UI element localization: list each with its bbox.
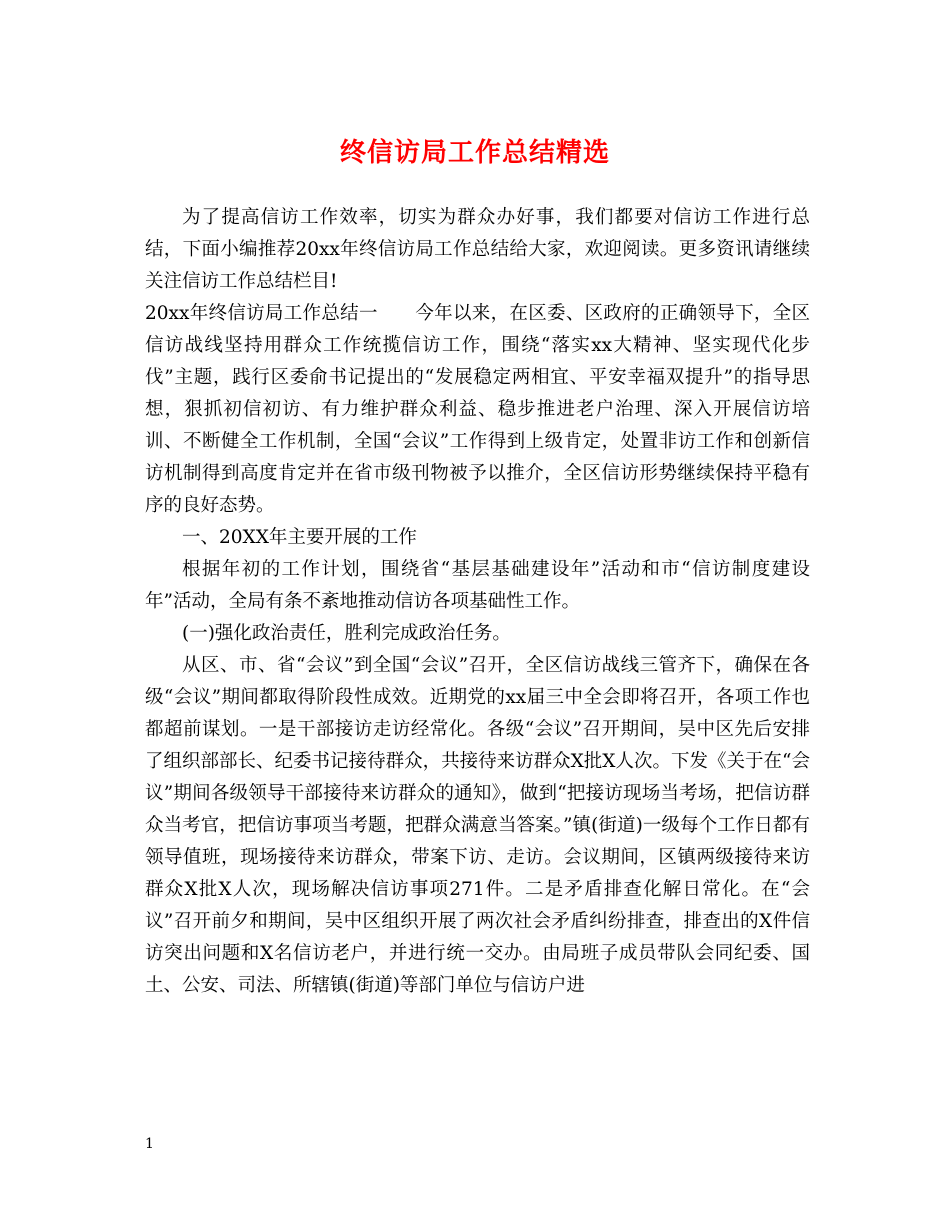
section-heading: 一、20XX年主要开展的工作 bbox=[182, 527, 417, 548]
body-paragraph: 从区、市、省“会议”到全国“会议”召开，全区信访战线三管齐下，确保在各级“会议”期间都取得阶段性成效。近期党的xx届三中全会即将召开，各项工作也都超前谋划。一是干部接访走访经常化。各级“会议”召开期间，吴中区先后安排了组织部部长、纪委书记接待群众，共接待来访群众X批X人次。下发《关于在“会议”期间各级领导干部接待来访群众的通知》，做到“把接访现场当考场，把信访群众当考官，把信访事项当考题，把群众满意当答案。”镇(街道)一级每个工作日都有领导值班，现场接待来访群众，带案下访、走访。会议期间，区镇两级接待来访群众X批X人次，现场解决信访事项271件。二是矛盾排查化解日常化。在“会议”召开前夕和期间，吴中区组织开展了两次社会矛盾纠纷排查，排查出的X件信访突出问题和X名信访老户，并进行统一交办。由局班子成员带队会同纪委、国土、公安、司法、所辖镇(街道)等部门单位与信访户进 bbox=[145, 655, 810, 996]
summary-paragraph: 20xx年终信访局工作总结一 今年以来，在区委、区政府的正确领导下，全区信访战线坚持用群众工作统揽信访工作，围绕“落实xx大精神、坚实现代化步伐”主题，践行区委俞书记提出的“发展稳定两相宜、平安幸福双提升”的指导思想，狠抓初信初访、有力维护群众利益、稳步推进老户治理、深入开展信访培训、不断健全工作机制，全国“会议”工作得到上级肯定，处置非访工作和创新信访机制得到高度肯定并在省市级刊物被予以推介，全区信访形势继续保持平稳有序的良好态势。 bbox=[145, 303, 810, 516]
body-paragraph: 根据年初的工作计划，围绕省“基层基础建设年”活动和市“信访制度建设年”活动，全局有条不紊地推动信访各项基础性工作。 bbox=[145, 559, 810, 612]
document-body bbox=[145, 202, 810, 1002]
page-number: 1 bbox=[145, 1136, 154, 1152]
subsection-heading: (一)强化政治责任，胜利完成政治任务。 bbox=[182, 623, 511, 644]
document-title: 终信访局工作总结精选 bbox=[339, 138, 610, 168]
intro-paragraph: 为了提高信访工作效率，切实为群众办好事，我们都要对信访工作进行总结，下面小编推荐20xx年终信访局工作总结给大家，欢迎阅读。更多资讯请继续关注信访工作总结栏目! bbox=[145, 207, 810, 292]
